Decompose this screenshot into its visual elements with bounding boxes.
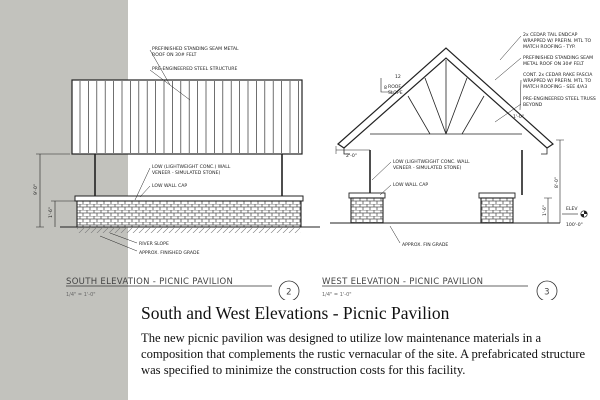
west-note-wall-1: LOW (LIGHTWEIGHT CONC. WALL <box>393 160 470 165</box>
west-elev-label-2: 100'-0" <box>566 223 583 228</box>
south-dim-wall: 1'-6" <box>49 207 54 218</box>
west-view-title: WEST ELEVATION - PICNIC PAVILION <box>322 277 484 287</box>
west-note-fascia-3: MATCH ROOFING - SEE 4/A3 <box>523 85 588 90</box>
west-elev-label-1: ELEV <box>566 207 578 212</box>
south-note-cap: LOW WALL CAP <box>152 184 188 189</box>
west-note-roof-1: PREFINISHED STANDING SEAM <box>523 56 594 61</box>
west-note-wall-2: VENEER - SIMULATED STONE) <box>393 166 462 171</box>
west-note-roof-2: METAL ROOF ON 30# FELT <box>523 62 584 67</box>
west-title-block <box>322 277 557 300</box>
west-note-grade: APPROX. FIN GRADE <box>402 243 449 248</box>
caption-title: South and West Elevations - Picnic Pavilion <box>141 303 450 323</box>
west-note-fascia-2: WRAPPED W/ PREFIN. MTL TO <box>523 79 592 84</box>
south-dim-height: 9'-0" <box>34 184 39 195</box>
south-note-grade: APPROX. FINISHED GRADE <box>139 251 200 256</box>
south-view-title: SOUTH ELEVATION - PICNIC PAVILION <box>66 277 234 287</box>
south-view-scale: 1/4" = 1'-0" <box>66 292 96 298</box>
west-elevation-marker <box>581 211 587 217</box>
west-note-fascia-1: CONT. 2x CEDAR RAKE FASCIA <box>523 73 593 78</box>
south-note-roof-2: ROOF ON 30# FELT <box>152 53 197 58</box>
west-slope-label-1: ROOF <box>388 85 402 90</box>
south-note-roof-1: PREFINISHED STANDING SEAM METAL <box>152 47 239 52</box>
west-note-endcap-1: 2x CEDAR TAIL ENDCAP <box>523 33 578 38</box>
south-note-slope: RIVER SLOPE <box>139 242 169 247</box>
south-note-wall-2: VENEER - SIMULATED STONE) <box>152 171 221 176</box>
west-dim-top: 1'-0" <box>513 115 524 120</box>
west-note-cap: LOW WALL CAP <box>393 183 429 188</box>
west-wall-cap-right <box>479 193 515 198</box>
south-note-structure: PRE-ENGINEERED STEEL STRUCTURE <box>152 67 238 72</box>
caption-body: The new picnic pavilion was designed to utilize low maintenance materials in a composition that complements the rustic vernacular of the site. A prefabricated structure was specified to minimize the construction costs for this facility. <box>141 331 586 377</box>
west-stone-wall-right <box>481 198 513 223</box>
west-slope-rise: 12 <box>395 75 401 80</box>
west-slope-label-2: SLOPE <box>388 91 403 96</box>
south-wall-cap <box>75 196 303 201</box>
west-note-endcap-2: WRAPPED W/ PREFIN. MTL TO <box>523 39 592 44</box>
west-note-truss-1: PRE-ENGINEERED STEEL TRUSS <box>523 97 596 102</box>
west-stone-wall-left <box>351 198 383 223</box>
west-slope-run: 8 <box>384 86 387 91</box>
south-view-number: 2 <box>286 287 292 298</box>
south-stone-wall <box>77 201 301 227</box>
south-note-wall-1: LOW (LIGHTWEIGHT CONC.) WALL <box>152 165 231 170</box>
west-view-scale: 1/4" = 1'-0" <box>322 292 352 298</box>
west-note-truss-2: BEYOND <box>523 103 543 108</box>
west-elevation <box>330 36 578 243</box>
west-note-endcap-3: MATCH ROOFING - TYP. <box>523 45 576 50</box>
south-elevation <box>36 50 320 251</box>
west-dim-side: 2'-0" <box>346 154 357 159</box>
west-view-number: 3 <box>544 287 550 298</box>
south-title-block <box>66 277 299 300</box>
west-dim-height: 8'-0" <box>555 177 560 188</box>
west-wall-cap-left <box>349 193 385 198</box>
west-dim-wall: 1'-6" <box>543 205 548 216</box>
south-roof <box>72 80 302 154</box>
